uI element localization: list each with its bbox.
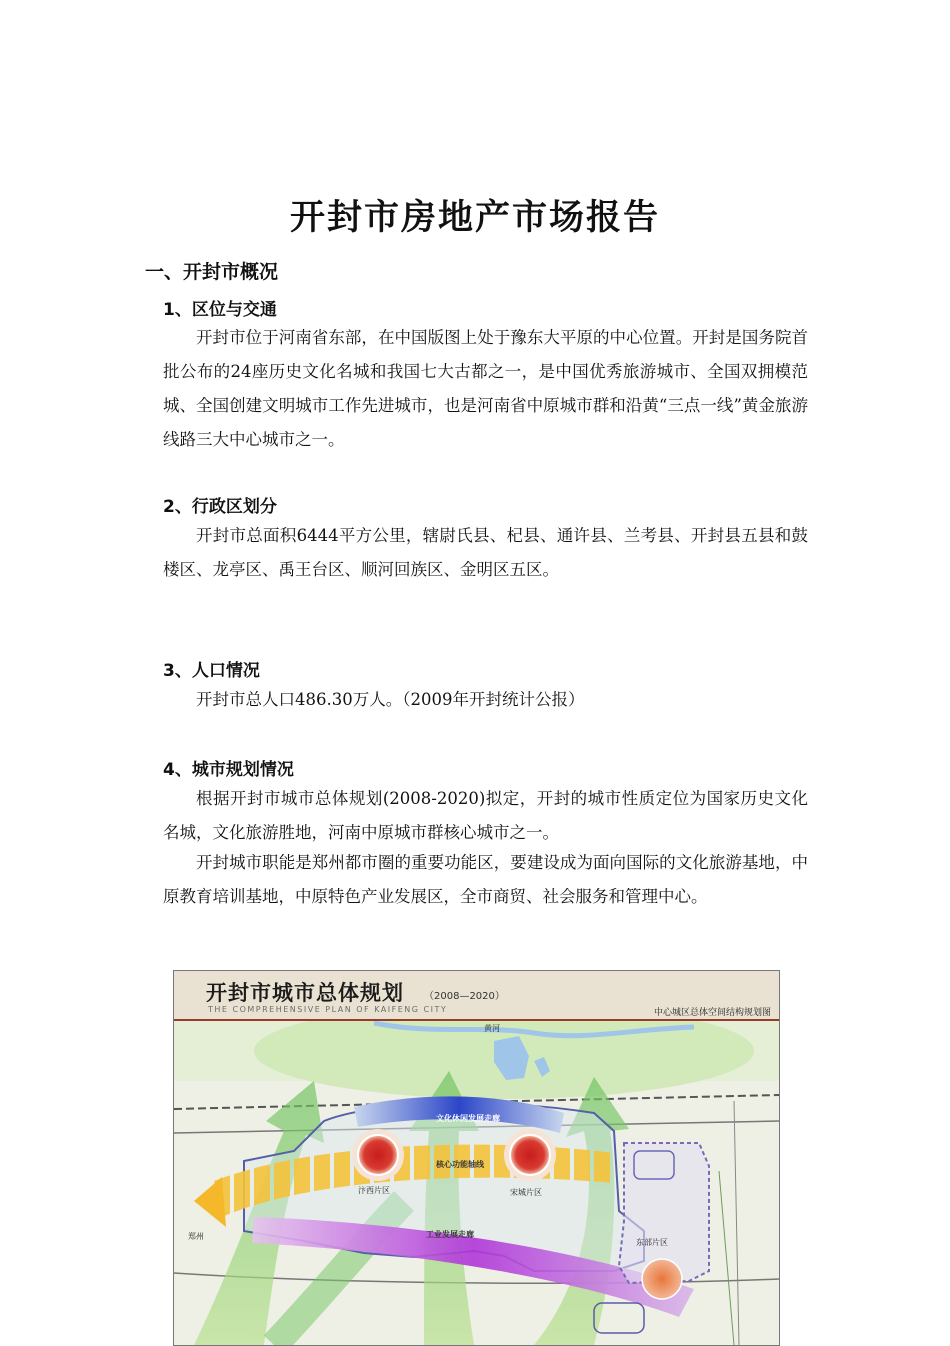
paragraph-admin-division: 开封市总面积6444平方公里，辖尉氏县、杞县、通许县、兰考县、开封县五县和鼓楼区、龙亭区、禹王台区、顺河回族区、金明区五区。 [163, 526, 808, 579]
paragraph-planning-1: 根据开封市城市总体规划(2008-2020)拟定，开封的城市性质定位为国家历史文化名城，文化旅游胜地，河南中原城市群核心城市之一。 [163, 789, 808, 842]
map-years: （2008—2020） [424, 991, 505, 1002]
city-plan-map [173, 970, 780, 1346]
paragraph-location: 开封市位于河南省东部，在中国版图上处于豫东大平原的中心位置。开封是国务院首批公布的24座历史文化名城和我国七大古都之一，是中国优秀旅游城市、全国双拥模范城、全国创建文明城市工作先进城市，也是河南省中原城市群和沿黄“三点一线”黄金旅游线路三大中心城市之一。 [163, 328, 808, 449]
heading-urban-planning: 4、城市规划情况 [163, 760, 294, 780]
heading-location: 1、区位与交通 [163, 300, 277, 320]
east-center [642, 1259, 682, 1299]
songcheng-center [510, 1135, 550, 1175]
paragraph-planning-2: 开封城市职能是郑州都市圈的重要功能区，要建设成为面向国际的文化旅游基地，中原教育培训基地，中原特色产业发展区，全市商贸、社会服务和管理中心。 [163, 853, 808, 906]
map-caption: 中心城区总体空间结构规划图 [653, 1008, 771, 1018]
paragraph-population: 开封市总人口486.30万人。（2009年开封统计公报） [196, 690, 585, 709]
bianxi-center [358, 1135, 398, 1175]
page-title: 开封市房地产市场报告 [289, 198, 660, 238]
songcheng-label: 宋城片区 [510, 1188, 542, 1197]
map-header [174, 971, 779, 1021]
map-title: 开封市城市总体规划 [206, 981, 404, 1005]
map-drawing [174, 1021, 779, 1345]
section-heading-overview: 一、开封市概况 [145, 261, 279, 283]
culture-corridor-label: 文化休闲发展走廊 [436, 1114, 500, 1123]
yellow-river-label: 黄河 [484, 1024, 500, 1033]
heading-admin-division: 2、行政区划分 [163, 497, 277, 517]
bianxi-label: 汴西片区 [358, 1186, 390, 1195]
map-english-subtitle: THE COMPREHENSIVE PLAN OF KAIFENG CITY [208, 1005, 448, 1014]
heading-population: 3、人口情况 [163, 661, 260, 681]
industry-corridor-label: 工业发展走廊 [426, 1230, 474, 1239]
east-district-label: 东部片区 [636, 1238, 668, 1247]
zhengzhou-label: 郑州 [188, 1232, 204, 1241]
core-axis-label: 核心功能轴线 [436, 1160, 484, 1169]
